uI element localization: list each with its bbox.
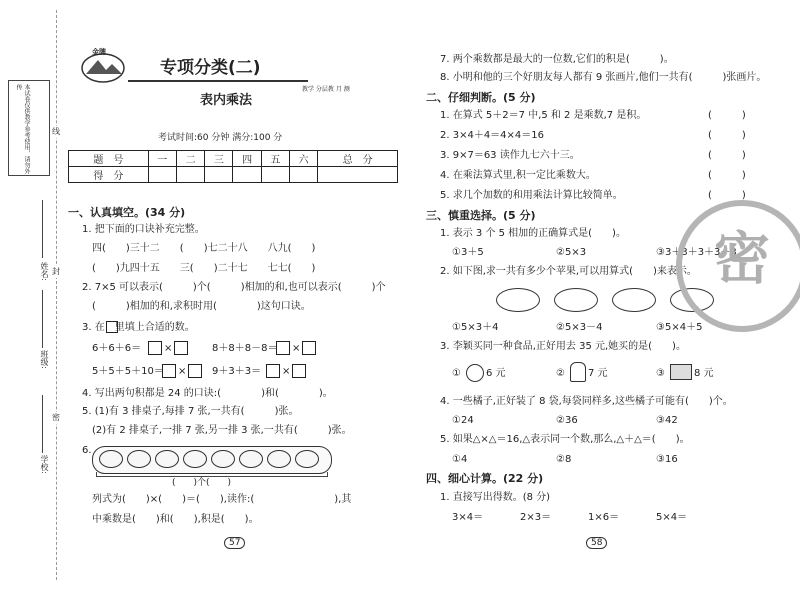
sidebar-notice: 本试卷仅供教学参考使用，请勿外传: [15, 84, 30, 174]
page-number-right: 58: [586, 537, 607, 549]
question-1-row-b: ( )九四十五 三( )二十七 七七( ): [92, 263, 316, 274]
choice-4-option-c[interactable]: ③42: [656, 415, 678, 426]
question-3-expr-a1: 6＋6＋6＝: [92, 343, 142, 354]
judge-1-answer[interactable]: ( ): [708, 110, 746, 121]
answer-box[interactable]: [148, 341, 162, 355]
score-input[interactable]: [290, 167, 318, 183]
judge-3: 3. 9×7＝63 读作九七六十三。: [440, 150, 580, 161]
answer-box[interactable]: [174, 341, 188, 355]
choice-1-option-c[interactable]: ③3＋3＋3＋3＋3: [656, 247, 737, 258]
calc-item[interactable]: 2×3＝: [520, 512, 552, 523]
bun-icon: [155, 450, 179, 468]
score-input[interactable]: [176, 167, 204, 183]
choice-3-price-b: 7 元: [588, 368, 608, 379]
header-swoosh: [128, 80, 308, 82]
score-cell: 六: [290, 151, 318, 167]
choice-2: 2. 如下图,求一共有多少个苹果,可以用算式( )来表示。: [440, 266, 697, 277]
score-value-row: [69, 167, 398, 183]
section-4-heading: 四、细心计算。(22 分): [426, 472, 544, 485]
score-cell: 三: [205, 151, 233, 167]
cupcake-icon: [570, 362, 586, 382]
score-input[interactable]: [233, 167, 261, 183]
exam-info: 考试时间:60 分钟 满分:100 分: [158, 133, 283, 143]
line-label: 线: [52, 127, 60, 136]
class-line: [42, 290, 43, 348]
school-line: [42, 395, 43, 453]
judge-4-answer[interactable]: ( ): [708, 170, 746, 181]
apple-plate-icon: [554, 288, 598, 312]
sidebar-class-label: 班级:: [40, 350, 49, 369]
choice-3-price-c: 8 元: [694, 368, 714, 379]
score-input[interactable]: [205, 167, 233, 183]
answer-box[interactable]: [276, 341, 290, 355]
bind-label: 密: [52, 413, 60, 422]
choice-1: 1. 表示 3 个 5 相加的正确算式是( )。: [440, 228, 626, 239]
section-3-heading: 三、慎重选择。(5 分): [426, 209, 536, 222]
question-4: 4. 写出两句积都是 24 的口诀:( )和( )。: [82, 388, 333, 399]
judge-1: 1. 在算式 5＋2＝7 中,5 和 2 是乘数,7 是积。: [440, 110, 647, 121]
score-table: [68, 150, 398, 183]
question-3: 3. 在 里填上合适的数。: [82, 322, 195, 333]
bun-tray-illustration: [92, 446, 332, 474]
judge-4: 4. 在乘法算式里,积一定比乘数大。: [440, 170, 596, 181]
choice-5-option-b[interactable]: ②8: [556, 454, 572, 465]
question-3-expr-b1: 5＋5＋5＋10＝: [92, 366, 164, 377]
calc-item[interactable]: 1×6＝: [588, 512, 620, 523]
question-5-part-2: (2)有 2 排桌子,一排 7 张,另一排 3 张,一共有( )张。: [92, 425, 352, 436]
score-cell: 一: [148, 151, 176, 167]
bun-icon: [99, 450, 123, 468]
question-3-expr-b2: 9＋3＋3＝: [212, 366, 262, 377]
choice-5-option-a[interactable]: ①4: [452, 454, 468, 465]
question-6-line-b: 中乘数是( )和( ),积是( )。: [92, 514, 259, 525]
score-input[interactable]: [261, 167, 289, 183]
choice-3: 3. 李颖买同一种食品,正好用去 35 元,她买的是( )。: [440, 341, 686, 352]
bun-icon: [295, 450, 319, 468]
judge-3-answer[interactable]: ( ): [708, 150, 746, 161]
judge-2-answer[interactable]: ( ): [708, 130, 746, 141]
judge-2: 2. 3×4＋4＝4×4＝16: [440, 130, 545, 141]
question-6: 6.: [82, 445, 92, 456]
sidebar-name-label: 姓名:: [40, 262, 49, 281]
header-tags: 教学 分层教 月 测: [302, 86, 350, 93]
seal-label: 封: [52, 267, 60, 276]
times-sign: ×: [282, 366, 291, 377]
question-2-line-a: 2. 7×5 可以表示( )个( )相加的和,也可以表示( )个: [82, 282, 386, 293]
score-input[interactable]: [148, 167, 176, 183]
answer-box[interactable]: [106, 321, 118, 333]
score-input[interactable]: [318, 167, 398, 183]
choice-3-price-a: 6 元: [486, 368, 506, 379]
bun-icon: [211, 450, 235, 468]
section-1-heading: 一、认真填空。(34 分): [68, 206, 186, 219]
name-line: [42, 200, 43, 258]
tray-bracket-label: ( )个( ): [172, 478, 232, 488]
choice-2-option-b[interactable]: ②5×3－4: [556, 322, 603, 333]
apple-plate-icon: [496, 288, 540, 312]
times-sign: ×: [164, 343, 173, 354]
question-2-line-b: ( )相加的和,求积时用( )这句口诀。: [92, 301, 311, 312]
question-8: 8. 小明和他的三个好朋友每人都有 9 张画片,他们一共有( )张画片。: [440, 72, 767, 83]
page-number-left: 57: [224, 537, 245, 549]
worksheet-title: 专项分类(二): [160, 58, 261, 78]
section-2-heading: 二、仔细判断。(5 分): [426, 91, 536, 104]
answer-box[interactable]: [188, 364, 202, 378]
apple-plate-icon: [612, 288, 656, 312]
answer-box[interactable]: [292, 364, 306, 378]
answer-box[interactable]: [162, 364, 176, 378]
choice-3-option-a[interactable]: ①: [452, 368, 461, 379]
times-sign: ×: [292, 343, 301, 354]
bun-icon: [239, 450, 263, 468]
score-cell: 四: [233, 151, 261, 167]
question-5-part-1: 5. (1)有 3 排桌子,每排 7 张,一共有( )张。: [82, 406, 299, 417]
score-cell: 五: [261, 151, 289, 167]
choice-4-option-a[interactable]: ①24: [452, 415, 474, 426]
choice-1-option-a[interactable]: ①3＋5: [452, 247, 484, 258]
worksheet-subtitle: 表内乘法: [200, 93, 253, 108]
judge-5: 5. 求几个加数的和用乘法计算比较简单。: [440, 190, 623, 201]
choice-5-option-c[interactable]: ③16: [656, 454, 678, 465]
score-cell: 总 分: [318, 151, 398, 167]
question-1: 1. 把下面的口诀补充完整。: [82, 224, 205, 235]
bun-icon: [183, 450, 207, 468]
question-7: 7. 两个乘数都是最大的一位数,它们的积是( )。: [440, 54, 674, 65]
biscuit-box-icon: [670, 364, 692, 380]
choice-1-option-b[interactable]: ②5×3: [556, 247, 587, 258]
donut-icon: [466, 364, 484, 382]
binding-line: [56, 10, 57, 580]
sidebar-school-label: 学校:: [40, 455, 49, 474]
calc-item[interactable]: 3×4＝: [452, 512, 484, 523]
secret-stamp: 密: [676, 200, 800, 332]
logo-text: 金牌: [92, 48, 106, 56]
choice-3-option-b[interactable]: ②: [556, 368, 565, 379]
bun-icon: [267, 450, 291, 468]
score-header-row: [69, 151, 398, 167]
question-3-expr-a2: 8＋8＋8－8＝: [212, 343, 278, 354]
score-cell: 题 号: [69, 151, 149, 167]
choice-5: 5. 如果△×△＝16,△表示同一个数,那么,△＋△＝( )。: [440, 434, 690, 445]
answer-box[interactable]: [302, 341, 316, 355]
choice-2-option-c[interactable]: ③5×4＋5: [656, 322, 703, 333]
calc-1: 1. 直接写出得数。(8 分): [440, 492, 551, 503]
bun-icon: [127, 450, 151, 468]
question-1-row-a: 四( )三十二 ( )七二十八 八九( ): [92, 243, 316, 254]
answer-box[interactable]: [266, 364, 280, 378]
question-6-line-a: 列式为( )×( )＝( ),读作:( ),其: [92, 494, 352, 505]
judge-5-answer[interactable]: ( ): [708, 190, 746, 201]
times-sign: ×: [178, 366, 187, 377]
choice-4-option-b[interactable]: ②36: [556, 415, 578, 426]
score-cell: 二: [176, 151, 204, 167]
calc-item[interactable]: 5×4＝: [656, 512, 688, 523]
choice-2-option-a[interactable]: ①5×3＋4: [452, 322, 499, 333]
choice-3-option-c[interactable]: ③: [656, 368, 665, 379]
choice-4: 4. 一些橘子,正好装了 8 袋,每袋同样多,这些橘子可能有( )个。: [440, 396, 733, 407]
score-cell: 得 分: [69, 167, 149, 183]
